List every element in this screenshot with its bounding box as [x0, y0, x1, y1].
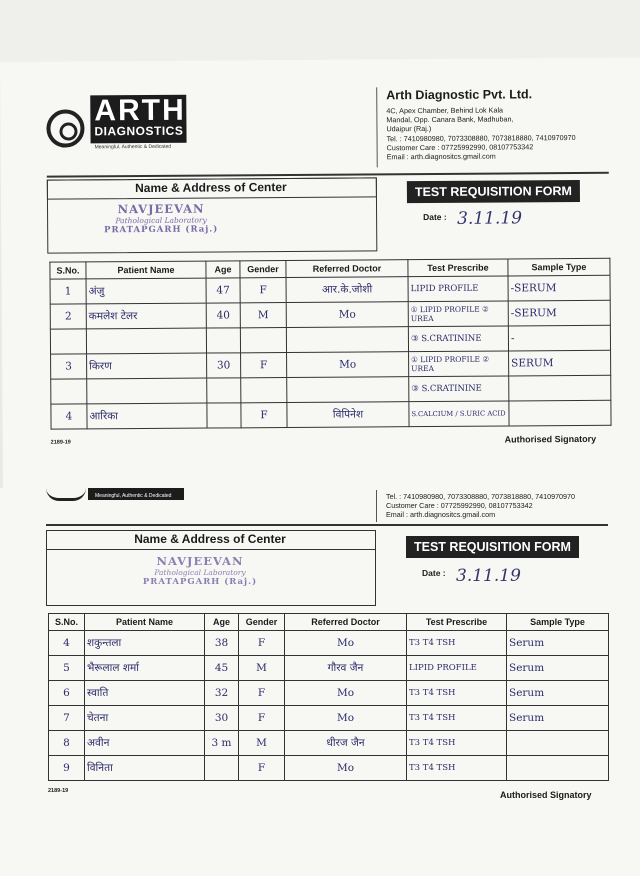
table-header-row [49, 614, 609, 631]
cell-name: कमलेश टेलर [86, 303, 206, 329]
header-patient-name: Patient Name [85, 614, 205, 631]
cell-sample: Serum [507, 706, 609, 731]
header-sno: S.No. [49, 614, 85, 631]
company-name: Arth Diagnostic Pvt. Ltd. [386, 87, 533, 103]
center-stamp [120, 554, 280, 587]
cell-age: 40 [206, 303, 240, 328]
table-row [50, 275, 610, 304]
stamp-line: Pathological Laboratory [154, 568, 246, 577]
header-doctor: Referred Doctor [285, 614, 407, 631]
logo-icon [46, 109, 84, 147]
cell-name: चेतना [85, 706, 205, 731]
center-stamp [81, 201, 241, 235]
patient-table [49, 258, 611, 430]
cell-test: T3 T4 TSH [407, 631, 507, 656]
form-title: TEST REQUISITION FORM [406, 536, 579, 558]
company-care: Customer Care : 07725992990, 08107753342 [386, 142, 534, 153]
header-age: Age [206, 261, 240, 278]
cell-doctor: आर.के.जोशी [286, 277, 408, 303]
cell-name: विनिता [85, 756, 205, 781]
stamp-line: NAVJEEVAN [156, 554, 244, 568]
stamp-line: NAVJEEVAN [117, 201, 205, 217]
cell-test: ③ S.CRATININE [408, 326, 508, 352]
company-care: Customer Care : 07725992990, 08107753342 [386, 501, 533, 511]
cell-age [207, 403, 241, 428]
cell-test: T3 T4 TSH [407, 731, 507, 756]
cell-name [86, 328, 206, 354]
cell-sample [507, 731, 609, 756]
cell-age: 3 m [205, 731, 239, 756]
cell-test: ③ S.CRATININE [409, 376, 509, 402]
cell-name: भैरूलाल शर्मा [85, 656, 205, 681]
cell-sno: 4 [49, 631, 85, 656]
logo-tagline: Meaningful, Authentic & Dedicated [92, 492, 174, 500]
cell-sample [509, 375, 611, 401]
center-title: Name & Address of Center [135, 180, 287, 196]
cell-doctor: Mo [285, 631, 407, 656]
cell-sno [51, 379, 87, 404]
cell-name: अवीन [85, 731, 205, 756]
cell-gender: F [241, 353, 287, 378]
cell-sno: 9 [49, 756, 85, 781]
header-sample: Sample Type [507, 614, 609, 631]
cell-sample: SERUM [509, 350, 611, 376]
arth-logo [46, 95, 188, 154]
cell-doctor: Mo [286, 302, 408, 328]
cell-test: T3 T4 TSH [407, 706, 507, 731]
form-title: TEST REQUISITION FORM [407, 180, 580, 203]
cell-name: अंजु [86, 278, 206, 304]
logo-text: ARTH [94, 93, 186, 128]
header-gender: Gender [239, 614, 285, 631]
stamp-line: PRATAPGARH (Raj.) [104, 224, 219, 236]
logo-tagline: Meaningful, Authentic & Dedicated [94, 143, 172, 151]
date-label: Date : [423, 211, 447, 223]
form-number: 2189-19 [48, 788, 69, 794]
cell-age: 32 [205, 681, 239, 706]
cell-age: 30 [205, 706, 239, 731]
cell-gender: F [239, 631, 285, 656]
cell-sno: 8 [49, 731, 85, 756]
cell-name [87, 378, 207, 404]
company-tel: Tel. : 7410980980, 7073308880, 7073818880, 7410970970 [386, 492, 576, 501]
header-sno: S.No. [50, 262, 86, 279]
cell-age: 38 [205, 631, 239, 656]
logo-icon [46, 488, 86, 501]
cell-gender: F [239, 706, 285, 731]
cell-doctor [287, 377, 409, 403]
cell-test: ① LIPID PROFILE ② UREA [409, 351, 509, 377]
table-row [49, 756, 609, 781]
cell-name: आरिका [87, 403, 207, 429]
header-test: Test Prescribe [408, 259, 508, 277]
table-row [49, 681, 609, 706]
cell-sno: 5 [49, 656, 85, 681]
cell-gender [241, 378, 287, 403]
cell-name: शकुन्तला [85, 631, 205, 656]
requisition-sheet-2 [0, 488, 640, 876]
company-email: Email : arth.diagnositcs.gmail.com [386, 510, 496, 520]
cell-test: S.CALCIUM / S.URIC ACID [409, 401, 509, 427]
company-tel: Tel. : 7410980980, 7073308880, 7073818880, 7410970970 [386, 132, 576, 143]
cell-test: LIPID PROFILE [407, 656, 507, 681]
cell-gender: F [239, 681, 285, 706]
date-value: 3.11.19 [457, 208, 523, 229]
cell-sno: 1 [50, 279, 86, 304]
cell-sno: 4 [51, 404, 87, 429]
header-sample: Sample Type [508, 258, 610, 276]
cell-age: 45 [205, 656, 239, 681]
company-email: Email : arth.diagnositcs.gmail.com [386, 151, 496, 162]
header-age: Age [205, 614, 239, 631]
cell-sample: Serum [507, 631, 609, 656]
cell-gender: F [240, 278, 286, 303]
patient-table [48, 613, 609, 781]
header-test: Test Prescribe [407, 614, 507, 631]
cell-doctor [286, 327, 408, 353]
cell-gender: F [241, 403, 287, 428]
cell-gender: M [239, 656, 285, 681]
cell-test: T3 T4 TSH [407, 681, 507, 706]
background-strip [0, 0, 640, 62]
cell-doctor: Mo [285, 681, 407, 706]
requisition-sheet-1 [0, 58, 640, 494]
cell-sample [509, 400, 611, 426]
cell-sno: 3 [51, 354, 87, 379]
authorised-signatory: Authorised Signatory [504, 433, 597, 445]
cell-name: स्वाति [85, 681, 205, 706]
cell-doctor: Mo [287, 352, 409, 378]
cell-test: ① LIPID PROFILE ② UREA [408, 301, 508, 327]
cell-sno [50, 329, 86, 354]
cell-sample: Serum [507, 681, 609, 706]
table-row [51, 400, 611, 429]
cell-age: 47 [206, 278, 240, 303]
header-gender: Gender [240, 261, 286, 278]
cell-age: 30 [207, 353, 241, 378]
center-title: Name & Address of Center [134, 532, 286, 546]
table-row [51, 350, 611, 379]
header-patient-name: Patient Name [86, 261, 206, 279]
cell-doctor: विपिनेश [287, 402, 409, 428]
date-label: Date : [422, 568, 446, 578]
table-row [51, 375, 611, 404]
cell-sample: -SERUM [508, 300, 610, 326]
address-line: Udaipur (Raj.) [386, 124, 432, 134]
cell-doctor: धीरज जैन [285, 731, 407, 756]
cell-name: किरण [87, 353, 207, 379]
table-row [49, 731, 609, 756]
cell-sno: 6 [49, 681, 85, 706]
address-line: Mandal, Opp. Canara Bank, Madhuban, [386, 114, 514, 125]
date-value: 3.11.19 [456, 566, 521, 586]
cell-test: T3 T4 TSH [407, 756, 507, 781]
cell-age [206, 328, 240, 353]
cell-gender: F [239, 756, 285, 781]
cell-gender [240, 328, 286, 353]
table-row [49, 706, 609, 731]
authorised-signatory: Authorised Signatory [500, 790, 592, 800]
table-row [50, 325, 610, 354]
cell-age [207, 378, 241, 403]
cell-sample [507, 756, 609, 781]
table-row [50, 300, 610, 329]
cell-age [205, 756, 239, 781]
table-row [49, 631, 609, 656]
cell-test: LIPID PROFILE [408, 276, 508, 302]
table-row [49, 656, 609, 681]
cell-gender: M [239, 731, 285, 756]
address-line: 4C, Apex Chamber, Behind Lok Kala [386, 105, 504, 116]
company-info [386, 86, 637, 162]
cell-sno: 7 [49, 706, 85, 731]
stamp-line: PRATAPGARH (Raj.) [142, 577, 258, 587]
logo-subtext: DIAGNOSTICS [94, 123, 184, 139]
cell-doctor: Mo [285, 706, 407, 731]
cell-sample: -SERUM [508, 275, 610, 301]
cell-doctor: Mo [285, 756, 407, 781]
form-number: 2189-19 [50, 439, 71, 446]
company-info [386, 492, 636, 520]
cell-sample: - [508, 325, 610, 351]
cell-gender: M [240, 303, 286, 328]
header-doctor: Referred Doctor [286, 260, 408, 278]
stamp-line: Pathological Laboratory [115, 215, 207, 226]
cell-sample: Serum [507, 656, 609, 681]
cell-sno: 2 [50, 304, 86, 329]
cell-doctor: गौरव जैन [285, 656, 407, 681]
